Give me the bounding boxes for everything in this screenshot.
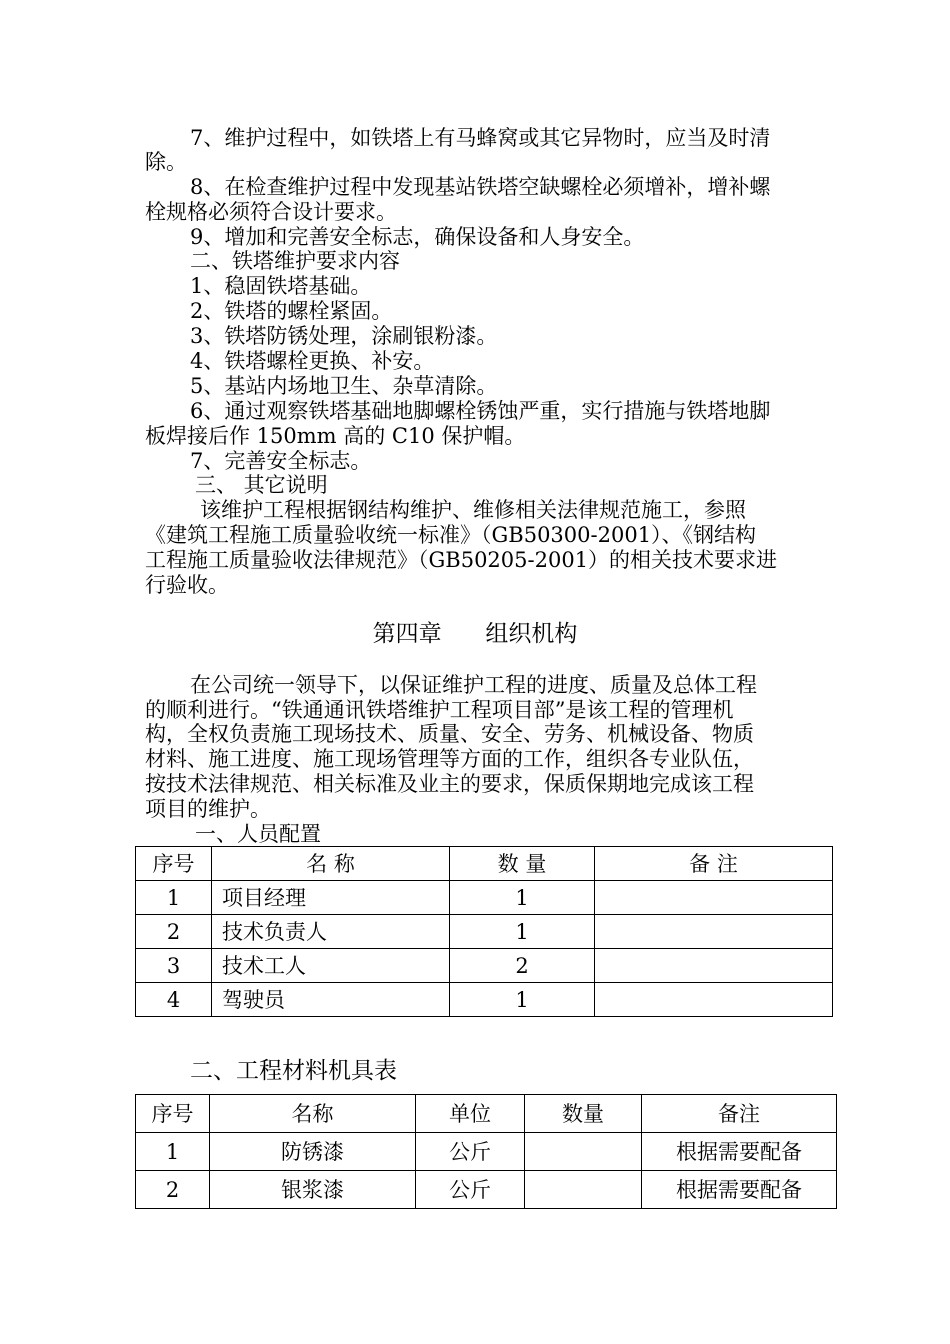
intro-line-5: 按技术法律规范、相关标准及业主的要求，保质保期地完成该工程 bbox=[145, 772, 754, 796]
section-heading-other: 三、 其它说明 bbox=[195, 473, 328, 497]
table-cell bbox=[595, 881, 833, 915]
paragraph-item-8: 8、在检查维护过程中发现基站铁塔空缺螺栓必须增补，增补螺 bbox=[190, 175, 771, 199]
table-header-row bbox=[136, 1095, 837, 1133]
table-cell: 公斤 bbox=[416, 1133, 525, 1171]
paragraph-item-7-cont: 除。 bbox=[145, 150, 187, 174]
personnel-heading: 一、人员配置 bbox=[195, 822, 321, 846]
header-cell: 序号 bbox=[136, 1095, 210, 1133]
section-heading-requirements: 二、铁塔维护要求内容 bbox=[190, 249, 400, 273]
table-cell: 3 bbox=[136, 949, 212, 983]
table-cell: 公斤 bbox=[416, 1171, 525, 1209]
table-row bbox=[136, 1171, 837, 1209]
table-cell: 2 bbox=[136, 1171, 210, 1209]
table-cell bbox=[525, 1133, 642, 1171]
header-cell: 数量 bbox=[525, 1095, 642, 1133]
header-cell: 备 注 bbox=[595, 847, 833, 881]
other-paragraph-line-1: 该维护工程根据钢结构维护、维修相关法律规范施工，参照 bbox=[200, 498, 746, 522]
paragraph-item-9: 9、增加和完善安全标志，确保设备和人身安全。 bbox=[190, 225, 645, 249]
materials-heading: 二、工程材料机具表 bbox=[190, 1058, 397, 1084]
personnel-table bbox=[135, 846, 833, 1017]
table-cell: 1 bbox=[450, 915, 595, 949]
table-cell: 4 bbox=[136, 983, 212, 1017]
table-row bbox=[136, 915, 833, 949]
table-cell: 1 bbox=[136, 1133, 210, 1171]
chapter-title: 第四章 组织机构 bbox=[372, 621, 578, 647]
table-cell: 2 bbox=[450, 949, 595, 983]
paragraph-item-7: 7、维护过程中，如铁塔上有马蜂窝或其它异物时，应当及时清 bbox=[190, 126, 771, 150]
requirement-item-7: 7、完善安全标志。 bbox=[190, 449, 372, 473]
table-cell: 防锈漆 bbox=[210, 1133, 416, 1171]
table-cell: 驾驶员 bbox=[212, 983, 450, 1017]
table-row bbox=[136, 983, 833, 1017]
header-cell: 序号 bbox=[136, 847, 212, 881]
header-cell: 名称 bbox=[210, 1095, 416, 1133]
table-row bbox=[136, 881, 833, 915]
paragraph-item-8-cont: 栓规格必须符合设计要求。 bbox=[145, 200, 397, 224]
table-cell: 2 bbox=[136, 915, 212, 949]
table-cell: 1 bbox=[450, 983, 595, 1017]
table-cell: 1 bbox=[450, 881, 595, 915]
table-row bbox=[136, 1133, 837, 1171]
table-cell bbox=[595, 949, 833, 983]
intro-line-1: 在公司统一领导下，以保证维护工程的进度、质量及总体工程 bbox=[190, 673, 757, 697]
requirement-item-2: 2、铁塔的螺栓紧固。 bbox=[190, 299, 393, 323]
requirement-item-6-cont: 板焊接后作 150mm 高的 C10 保护帽。 bbox=[145, 424, 526, 448]
requirement-item-5: 5、基站内场地卫生、杂草清除。 bbox=[190, 374, 498, 398]
table-cell: 1 bbox=[136, 881, 212, 915]
requirement-item-1: 1、稳固铁塔基础。 bbox=[190, 274, 372, 298]
table-cell: 技术负责人 bbox=[212, 915, 450, 949]
header-cell: 备注 bbox=[642, 1095, 837, 1133]
intro-line-3: 构，全权负责施工现场技术、质量、安全、劳务、机械设备、物质 bbox=[145, 722, 754, 746]
intro-line-4: 材料、施工进度、施工现场管理等方面的工作，组织各专业队伍， bbox=[145, 747, 754, 771]
table-row bbox=[136, 949, 833, 983]
table-header-row bbox=[136, 847, 833, 881]
other-paragraph-line-3: 工程施工质量验收法律规范》（GB50205-2001）的相关技术要求进 bbox=[145, 548, 778, 572]
requirement-item-3: 3、铁塔防锈处理，涂刷银粉漆。 bbox=[190, 324, 498, 348]
table-cell bbox=[595, 983, 833, 1017]
other-paragraph-line-2: 《建筑工程施工质量验收统一标准》（GB50300-2001）、《钢结构 bbox=[145, 523, 757, 547]
table-cell: 项目经理 bbox=[212, 881, 450, 915]
header-cell: 单位 bbox=[416, 1095, 525, 1133]
table-cell: 根据需要配备 bbox=[642, 1133, 837, 1171]
requirement-item-6: 6、通过观察铁塔基础地脚螺栓锈蚀严重，实行措施与铁塔地脚 bbox=[190, 399, 771, 423]
table-cell bbox=[595, 915, 833, 949]
table-cell bbox=[525, 1171, 642, 1209]
table-cell: 根据需要配备 bbox=[642, 1171, 837, 1209]
materials-table bbox=[135, 1094, 837, 1209]
requirement-item-4: 4、铁塔螺栓更换、补安。 bbox=[190, 349, 435, 373]
header-cell: 名 称 bbox=[212, 847, 450, 881]
header-cell: 数 量 bbox=[450, 847, 595, 881]
table-cell: 银浆漆 bbox=[210, 1171, 416, 1209]
intro-line-2: 的顺利进行。“铁通通讯铁塔维护工程项目部”是该工程的管理机 bbox=[145, 698, 734, 722]
intro-line-6: 项目的维护。 bbox=[145, 797, 271, 821]
table-cell: 技术工人 bbox=[212, 949, 450, 983]
other-paragraph-line-4: 行验收。 bbox=[145, 573, 229, 597]
